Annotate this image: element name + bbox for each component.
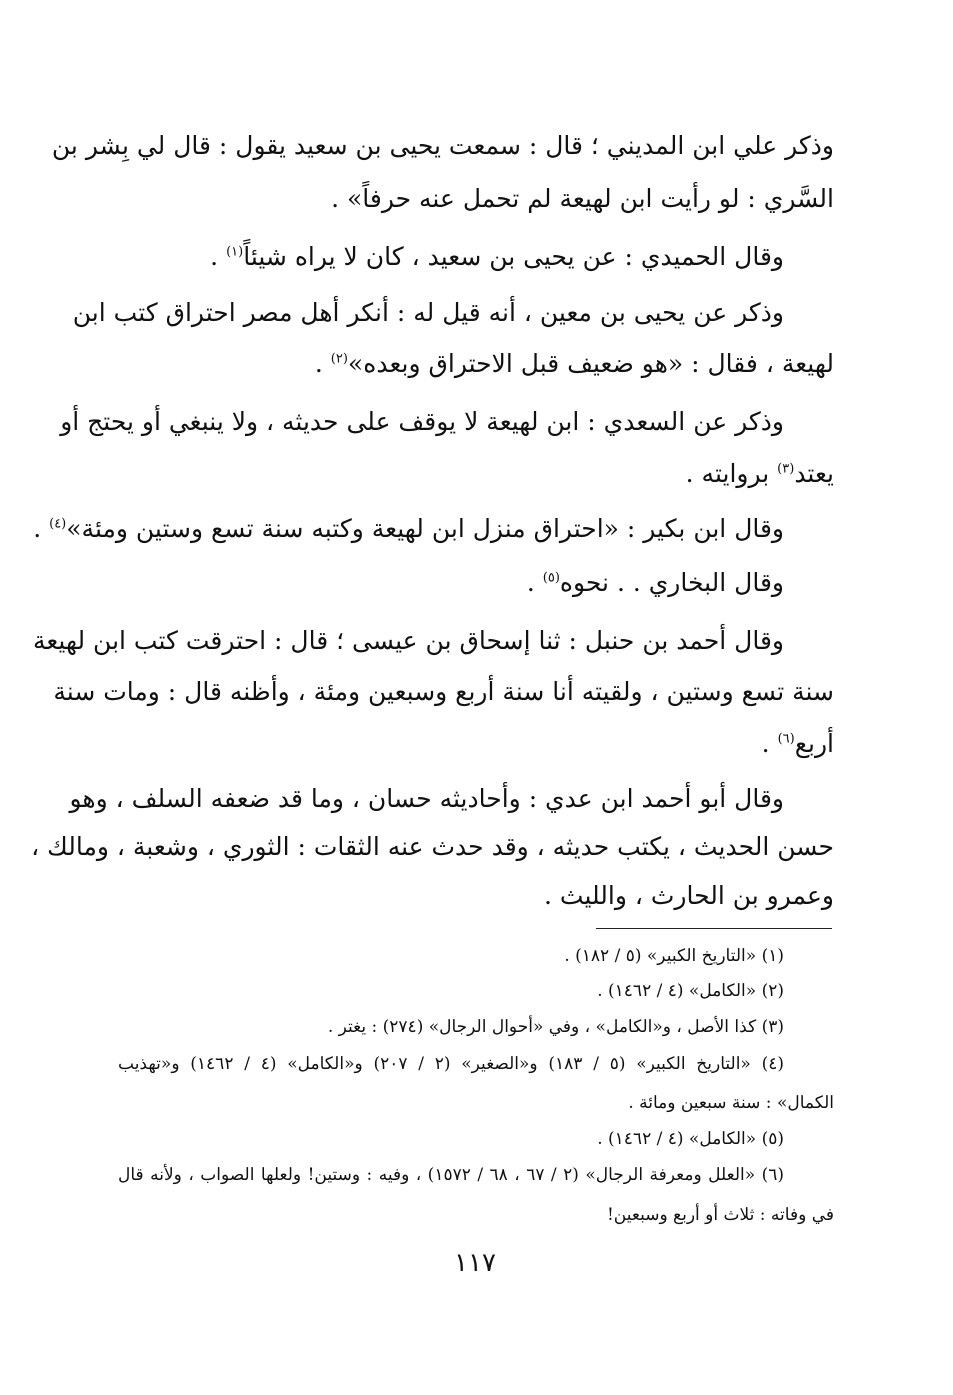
punctuation: . (210, 242, 219, 271)
text-line: وقال أحمد بن حنبل : ثنا إسحاق بن عيسى ؛ قال : احترقت كتب ابن لهيعة (32, 626, 784, 655)
line-text: يعتد (794, 459, 834, 488)
line-text: وقال الحميدي : عن يحيى بن سعيد ، كان لا يراه شيئاً (243, 242, 784, 271)
text-line (33, 513, 834, 545)
footnote: (٦) «العلل ومعرفة الرجال» (٢ / ٦٧ ، ٦٨ / ١٥٧٢) ، وفيه : وستين! ولعلها الصواب ، ولأنه قال (118, 1165, 784, 1185)
footnote: (٢) «الكامل» (٤ / ١٤٦٢) . (597, 981, 784, 1001)
footnote: (٤) «التاريخ الكبير» (٥ / ١٨٣) و«الصغير» (٢ / ٢٠٧) و«الكامل» (٤ / ١٤٦٢) و«تهذيب (118, 1054, 784, 1074)
text-line (118, 241, 834, 273)
page-number: ١١٧ (454, 1248, 496, 1278)
footnote-marker-5: (٥) (542, 570, 560, 586)
punctuation: . (33, 514, 42, 543)
text-line (118, 567, 834, 599)
line-text: لهيعة ، فقال : «هو ضعيف قبل الاحتراق وبعده» (347, 349, 834, 378)
punctuation: . (314, 349, 323, 378)
line-text: وقال البخاري . . نحوه (559, 568, 784, 597)
footnote: (٥) «الكامل» (٤ / ١٤٦٢) . (597, 1129, 784, 1149)
text-line: وعمرو بن الحارث ، والليث . (544, 881, 834, 910)
text-line: السَّري : لو رأيت ابن لهيعة لم تحمل عنه حرفاً» . (331, 184, 834, 213)
footnote-marker-3: (٣) (777, 461, 795, 477)
punctuation: . (526, 568, 535, 597)
footnote-continuation: الكمال» : سنة سبعين ومائة . (628, 1093, 834, 1113)
footnote-divider (596, 928, 832, 929)
footnote-marker-4: (٤) (49, 516, 67, 532)
text-line: وذكر علي ابن المديني ؛ قال : سمعت يحيى بن سعيد يقول : قال لي بِشر بن (51, 131, 834, 160)
text-line: سنة تسع وستين ، ولقيته أنا سنة أربع وسبعين ومئة ، وأظنه قال : ومات سنة (53, 677, 834, 706)
text-line: حسن الحديث ، يكتب حديثه ، وقد حدث عنه الثقات : الثوري ، وشعبة ، ومالك ، (31, 832, 834, 861)
line-text: وقال ابن بكير : «احتراق منزل ابن لهيعة وكتبه سنة تسع وستين ومئة» (66, 514, 784, 543)
text-line: وذكر عن يحيى بن معين ، أنه قيل له : أنكر أهل مصر احتراق كتب ابن (72, 298, 784, 327)
punctuation: . (761, 729, 770, 758)
text-line (118, 728, 834, 760)
footnote-marker-6: (٦) (777, 731, 795, 747)
footnote: (٣) كذا الأصل ، و«الكامل» ، وفي «أحوال الرجال» (٢٧٤) : يغتر . (327, 1017, 784, 1037)
line-text: بروايته . (685, 459, 770, 488)
text-line: وذكر عن السعدي : ابن لهيعة لا يوقف على حديثه ، ولا ينبغي أو يحتج أو (60, 407, 784, 436)
line-text: أربع (794, 729, 834, 758)
footnote-marker-2: (٢) (330, 351, 348, 367)
text-line: وقال أبو أحمد ابن عدي : وأحاديثه حسان ، وما قد ضعفه السلف ، وهو (69, 784, 784, 813)
footnote-continuation: في وفاته : ثلاث أو أربع وسبعين! (606, 1205, 834, 1225)
footnote: (١) «التاريخ الكبير» (٥ / ١٨٢) . (564, 946, 784, 966)
text-line (118, 458, 834, 490)
footnote-marker-1: (١) (226, 244, 244, 260)
text-line (118, 348, 834, 380)
